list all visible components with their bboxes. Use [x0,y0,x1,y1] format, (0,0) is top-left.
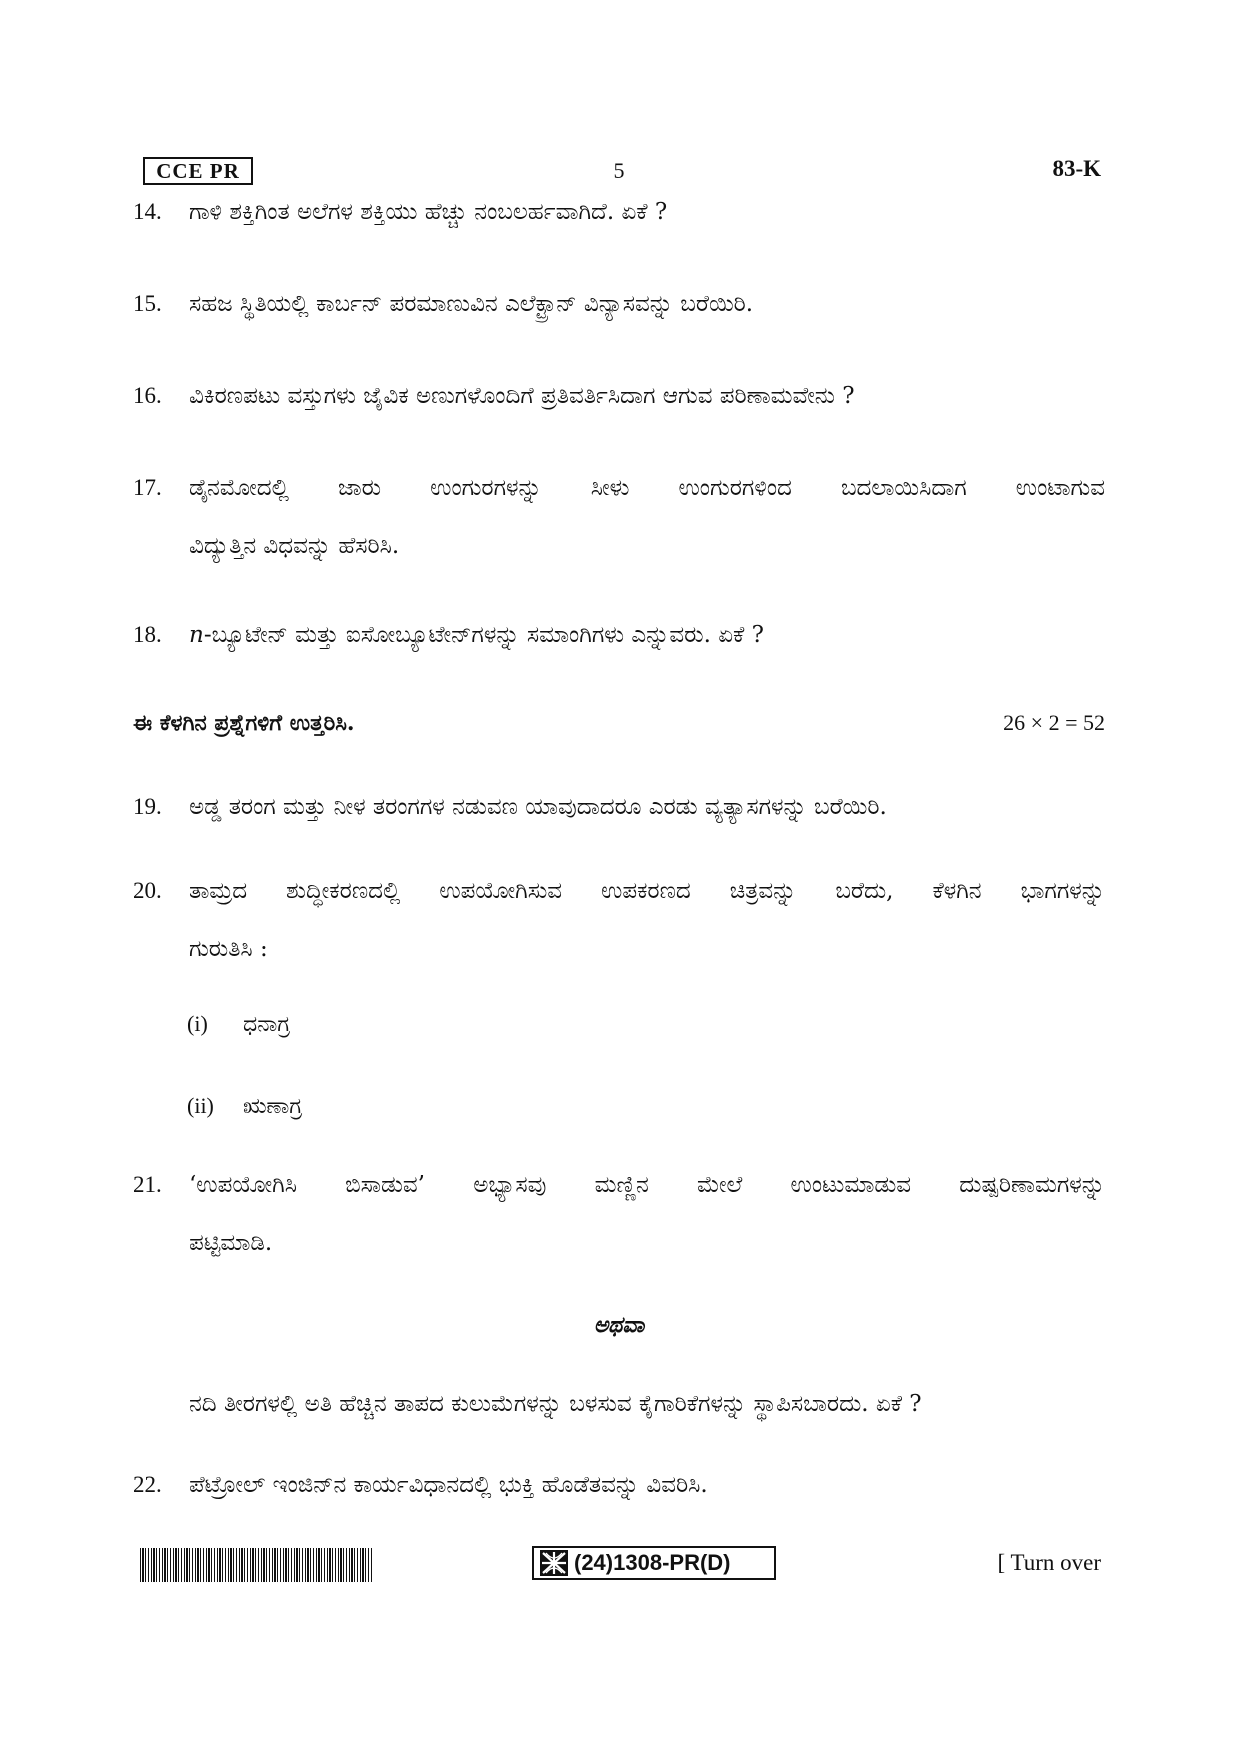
question-15 [133,287,1105,321]
subpart-ii [187,1090,302,1123]
barcode [140,1548,372,1582]
question-text: ಗಾಳಿ ಶಕ್ತಿಗಿಂತ ಅಲೆಗಳ ಶಕ್ತಿಯು ಹೆಚ್ಚು ನಂಬಲರ್ಹವಾಗಿದೆ. ಏಕೆ ? [189,199,668,225]
question-text: ವಿಕಿರಣಪಟು ವಸ್ತುಗಳು ಜೈವಿಕ ಅಣುಗಳೊಂದಿಗೆ ಪ್ರತಿವರ್ತಿಸಿದಾಗ ಆಗುವ ಪರಿಣಾಮವೇನು ? [189,383,855,409]
question-number: 17. [133,475,162,500]
question-22 [133,1468,1105,1502]
question-20 [133,874,1105,966]
page-number: 5 [613,158,625,183]
question-19 [133,790,1105,824]
question-number: 18. [133,622,162,647]
subpart-i [187,1008,290,1041]
question-text-body: -ಬ್ಯೂಟೇನ್ ಮತ್ತು ಐಸೋಬ್ಯೂಟೇನ್‌ಗಳನ್ನು ಸಮಾಂಗಿಗಳು ಎನ್ನುವರು. ಏಕೆ ? [203,622,764,648]
question-text-continued: ಗುರುತಿಸಿ : [189,936,268,962]
question-text: ಸಹಜ ಸ್ಥಿತಿಯಲ್ಲಿ ಕಾರ್ಬನ್ ಪರಮಾಣುವಿನ ಎಲೆಕ್ಟ್ರಾನ್ ವಿನ್ಯಾಸವನ್ನು ಬರೆಯಿರಿ. [189,291,754,317]
italic-prefix: n [189,622,204,648]
question-text-continued: ವಿದ್ಯುತ್ತಿನ ವಿಧವನ್ನು ಹೆಸರಿಸಿ. [189,533,400,559]
question-17 [133,471,1105,563]
section-instruction: ಈ ಕೆಳಗಿನ ಪ್ರಶ್ನೆಗಳಿಗೆ ಉತ್ತರಿಸಿ. [133,710,355,736]
question-number: 16. [133,383,162,408]
question-number: 14. [133,199,162,224]
question-text [189,618,1105,652]
board-logo-icon [540,1550,568,1576]
question-text: ಡೈನಮೋದಲ್ಲಿ ಜಾರು ಉಂಗುರಗಳನ್ನು ಸೀಳು ಉಂಗುರಗಳಿಂದ ಬದಲಾಯಿಸಿದಾಗ ಉಂಟಾಗುವ [189,475,1105,501]
paper-code-box: CCE PR [143,157,253,185]
question-text-continued: ಪಟ್ಟಿಮಾಡಿ. [189,1230,273,1256]
paper-code-text: (24)1308-PR(D) [574,1550,731,1575]
question-text: ಪೆಟ್ರೋಲ್ ಇಂಜಿನ್‌ನ ಕಾರ್ಯವಿಧಾನದಲ್ಲಿ ಭುಕ್ತಿ ಹೊಡೆತವನ್ನು ವಿವರಿಸಿ. [189,1472,708,1498]
question-number: 21. [133,1172,162,1197]
question-text: ‘ಉಪಯೋಗಿಸಿ ಬಿಸಾಡುವ’ ಅಭ್ಯಾಸವು ಮಣ್ಣಿನ ಮೇಲೆ ಉಂಟುಮಾಡುವ ದುಷ್ಪರಿಣಾಮಗಳನ್ನು [189,1172,1105,1198]
question-14 [133,195,1105,229]
subpart-label: (i) [187,1011,208,1036]
question-number: 22. [133,1472,162,1497]
footer-paper-code [532,1546,776,1580]
question-18 [133,618,1105,652]
question-number: 20. [133,878,162,903]
section-marks: 26 × 2 = 52 [1003,710,1105,735]
subpart-text: ಋಣಾಗ್ರ [243,1094,303,1119]
turn-over: [ Turn over [997,1550,1101,1575]
question-number: 19. [133,794,162,819]
alternative-question: ನದಿ ತೀರಗಳಲ್ಲಿ ಅತಿ ಹೆಚ್ಚಿನ ತಾಪದ ಕುಲುಮೆಗಳನ್ನು ಬಳಸುವ ಕೈಗಾರಿಕೆಗಳನ್ನು ಸ್ಥಾಪಿಸಬಾರದು. ಏಕೆ ? [189,1391,922,1417]
or-label: ಅಥವಾ [593,1312,645,1338]
question-16 [133,379,1105,413]
question-text: ಅಡ್ಡ ತರಂಗ ಮತ್ತು ನೀಳ ತರಂಗಗಳ ನಡುವಣ ಯಾವುದಾದರೂ ಎರಡು ವ್ಯತ್ಯಾಸಗಳನ್ನು ಬರೆಯಿರಿ. [189,794,887,820]
subject-code: 83-K [1052,156,1101,181]
question-21 [133,1168,1105,1260]
question-text: ತಾಮ್ರದ ಶುದ್ಧೀಕರಣದಲ್ಲಿ ಉಪಯೋಗಿಸುವ ಉಪಕರಣದ ಚಿತ್ರವನ್ನು ಬರೆದು, ಕೆಳಗಿನ ಭಾಗಗಳನ್ನು [189,878,1105,904]
subpart-text: ಧನಾಗ್ರ [243,1012,291,1037]
question-number: 15. [133,291,162,316]
subpart-label: (ii) [187,1093,214,1118]
